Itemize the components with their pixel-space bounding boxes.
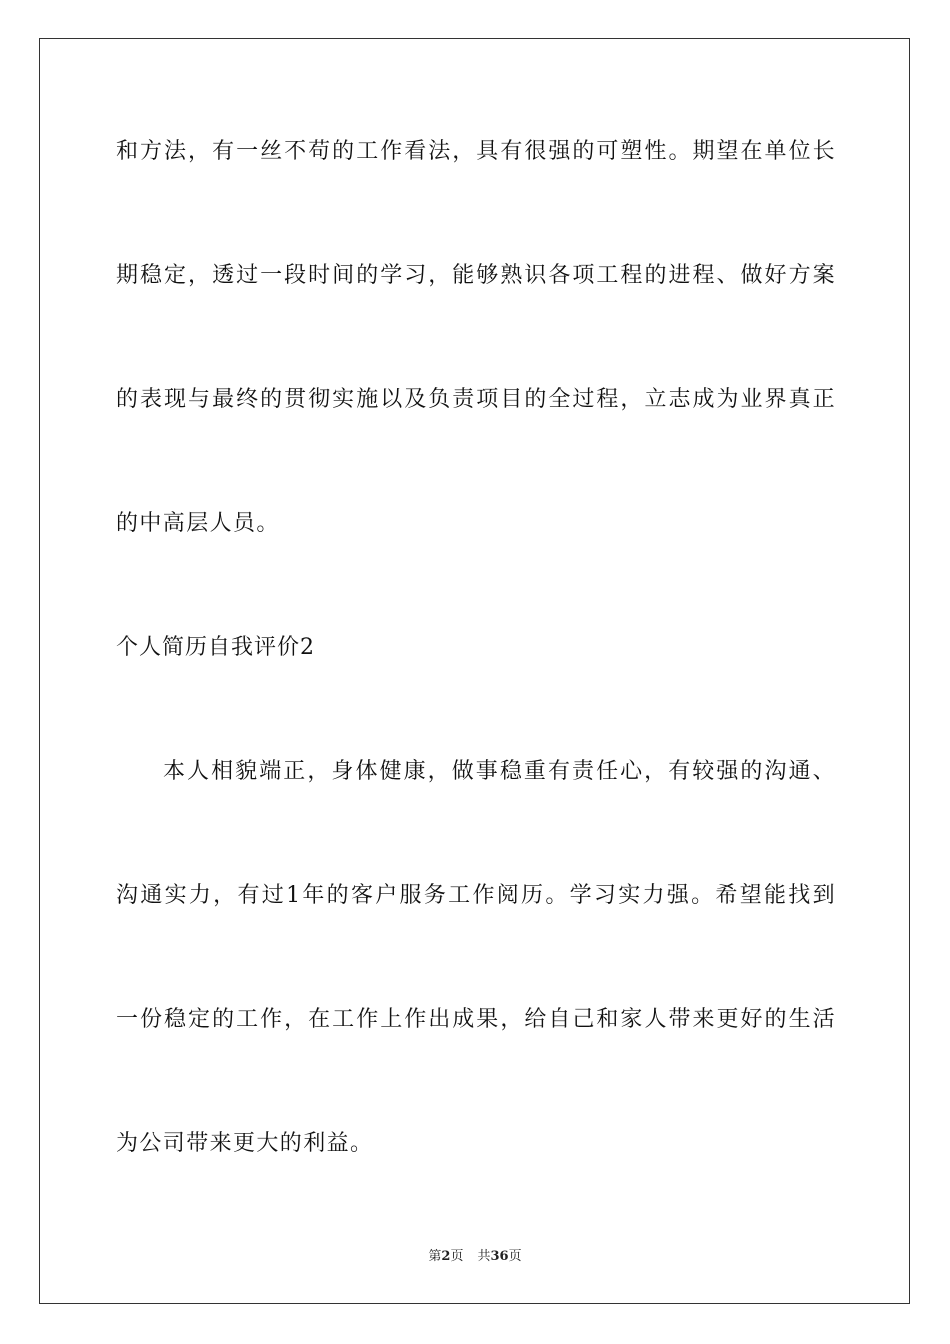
page-prefix: 第 (428, 1249, 442, 1264)
total-prefix: 共 (477, 1249, 491, 1264)
body-line: 期稳定，透过一段时间的学习，能够熟识各项工程的进程、做好方案 (116, 263, 836, 288)
body-line: 沟通实力，有过1年的客户服务工作阅历。学习实力强。希望能找到 (116, 883, 836, 908)
page-footer (0, 1248, 950, 1266)
body-line: 的表现与最终的贯彻实施以及负责项目的全过程，立志成为业界真正 (116, 387, 836, 412)
page-total: 36 (490, 1249, 509, 1264)
section-heading: 个人简历自我评价2 (116, 635, 315, 660)
body-line: 的中高层人员。 (116, 511, 280, 536)
body-line: 本人相貌端正，身体健康，做事稳重有责任心，有较强的沟通、 (163, 759, 836, 784)
body-line: 一份稳定的工作，在工作上作出成果，给自己和家人带来更好的生活 (116, 1007, 836, 1032)
total-suffix: 页 (508, 1249, 522, 1264)
page-border (39, 38, 910, 1304)
page-current: 2 (441, 1249, 451, 1264)
body-line: 和方法，有一丝不苟的工作看法，具有很强的可塑性。期望在单位长 (116, 139, 836, 164)
page-suffix: 页 (450, 1249, 464, 1264)
body-line: 为公司带来更大的利益。 (116, 1131, 374, 1156)
